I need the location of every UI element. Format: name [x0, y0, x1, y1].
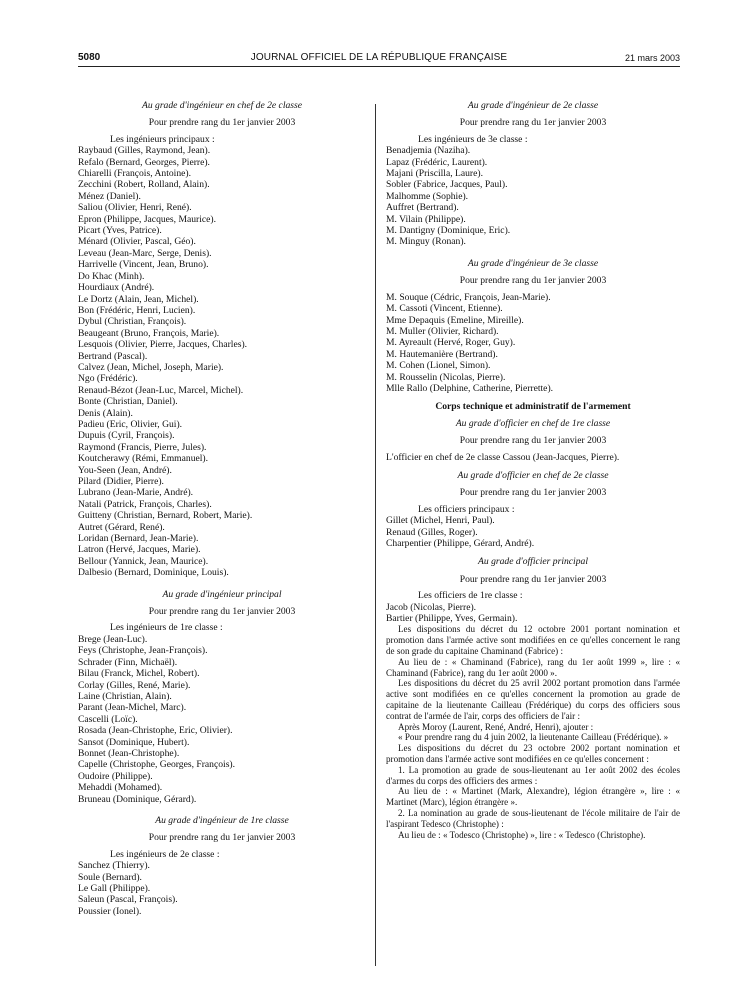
list-item: Benadjemia (Naziha).	[386, 145, 471, 157]
list-item: Lesquois (Olivier, Pierre, Jacques, Charles).	[78, 339, 248, 351]
amendment-paragraph: Les dispositions du décret du 25 avril 2002 portant promotion dans l'armée active sont modifiées en ce qu'elles concernent la promotion au grade de capitaine de la lieutenante Cailleau (Frédérique) du corps des officiers sous contrat de l'armée de l'air, corps des officiers de l'air :	[386, 678, 680, 721]
list-item: Mehaddi (Mohamed).	[78, 782, 163, 794]
list-item: Mlle Rallo (Delphine, Catherine, Pierrette).	[386, 382, 554, 394]
list-item: Malhomme (Sophie).	[386, 190, 469, 202]
list-item: Bartier (Philippe, Yves, Germain).	[386, 613, 518, 625]
list-item: Do Khac (Minh).	[78, 270, 145, 282]
list-item: Oudoire (Philippe).	[78, 770, 153, 782]
name-list	[78, 634, 366, 805]
list-item: M. Cohen (Lionel, Simon).	[386, 360, 491, 372]
list-item: Natali (Patrick, François, Charles).	[78, 498, 212, 510]
column-divider	[375, 104, 376, 966]
list-item: Dupuis (Cyril, François).	[78, 430, 175, 442]
list-item: M. Rousselin (Nicolas, Pierre).	[386, 371, 506, 383]
list-item: Chiarelli (François, Antoine).	[78, 168, 191, 180]
list-item: Denis (Alain).	[78, 407, 133, 419]
list-item: M. Vilain (Philippe).	[386, 213, 466, 225]
list-item: Bon (Frédéric, Henri, Lucien).	[78, 304, 196, 316]
left-column	[78, 100, 366, 917]
list-item: Soule (Bernard).	[78, 871, 142, 883]
officer-text: L'officier en chef de 2e classe Cassou (Jean-Jacques, Pierre).	[386, 451, 620, 463]
list-item: Bellour (Yannick, Jean, Maurice).	[78, 555, 209, 567]
rank-date: Pour prendre rang du 1er janvier 2003	[148, 117, 296, 129]
name-list	[386, 145, 680, 248]
list-item: Calvez (Jean, Michel, Joseph, Marie).	[78, 361, 224, 373]
name-list	[386, 292, 680, 395]
amendment-paragraph: 2. La nomination au grade de sous-lieutenant de l'école militaire de l'air de l'aspirant Tedesco (Christophe) :	[386, 807, 680, 829]
list-item: M. Hautemanière (Bertrand).	[386, 348, 498, 360]
list-item: M. Cassoti (Vincent, Etienne).	[386, 303, 503, 315]
list-item: Ménard (Olivier, Pascal, Géo).	[78, 236, 196, 248]
list-item: Renaud (Gilles, Roger).	[386, 526, 478, 538]
list-item: Guitteny (Christian, Bernard, Robert, Marie).	[78, 510, 253, 522]
list-item: Zecchini (Robert, Rolland, Alain).	[78, 179, 210, 191]
rank-date: Pour prendre rang du 1er janvier 2003	[459, 435, 607, 447]
rank-date: Pour prendre rang du 1er janvier 2003	[459, 275, 607, 287]
page-number: 5080	[78, 52, 101, 63]
amendment-paragraphs	[386, 624, 680, 840]
amendment-paragraph: Les dispositions du décret du 12 octobre 2001 portant nomination et promotion dans l'armée active sont modifiées en ce qu'elles concernent le rang de son grade du capitaine Chaminand (Fabrice) :	[386, 624, 680, 657]
list-item: Dalbesio (Bernard, Dominique, Louis).	[78, 567, 229, 579]
list-item: Le Gall (Philippe).	[78, 883, 151, 894]
section-heading: Au grade d'ingénieur principal	[162, 588, 282, 600]
list-item: Picart (Yves, Patrice).	[78, 225, 162, 237]
list-item: Renaud-Bézot (Jean-Luc, Marcel, Michel).	[78, 384, 244, 396]
list-item: M. Muller (Olivier, Richard).	[386, 325, 499, 337]
list-item: Parant (Jean-Michel, Marc).	[78, 702, 187, 714]
list-item: M. Dantigny (Dominique, Eric).	[386, 225, 511, 237]
rank-date: Pour prendre rang du 1er janvier 2003	[148, 606, 296, 618]
list-item: Leveau (Jean-Marc, Serge, Denis).	[78, 247, 212, 259]
list-item: Bonte (Christian, Daniel).	[78, 396, 178, 408]
header-rule	[78, 66, 680, 67]
list-item: Brege (Jean-Luc).	[78, 633, 148, 645]
section-heading: Au grade d'officier principal	[478, 556, 588, 568]
list-item: Sobler (Fabrice, Jacques, Paul).	[386, 179, 508, 191]
name-list	[78, 860, 366, 917]
section-heading: Au grade d'officier en chef de 2e classe	[457, 469, 609, 481]
section-heading: Au grade d'ingénieur de 1re classe	[155, 814, 289, 826]
subgroup-label: Les ingénieurs de 3e classe :	[418, 133, 528, 145]
list-item: Saleun (Pascal, François).	[78, 894, 178, 906]
list-item: You-Seen (Jean, André).	[78, 464, 172, 476]
amendment-paragraph: 1. La promotion au grade de sous-lieutenant au 1er août 2002 des écoles d'armes du corps des officiers des armes :	[386, 764, 680, 786]
list-item: Beaugeant (Bruno, François, Marie).	[78, 327, 220, 339]
subgroup-label: Les ingénieurs de 2e classe :	[110, 848, 220, 860]
journal-title: JOURNAL OFFICIEL DE LA RÉPUBLIQUE FRANÇAISE	[250, 52, 508, 63]
list-item: Epron (Philippe, Jacques, Maurice).	[78, 213, 217, 225]
list-item: Refalo (Bernard, Georges, Pierre).	[78, 156, 210, 168]
list-item: M. Souque (Cédric, François, Jean-Marie).	[386, 291, 551, 303]
section-heading: Au grade d'ingénieur en chef de 2e classe	[141, 100, 303, 111]
list-item: Charpentier (Philippe, Gérard, André).	[386, 538, 535, 549]
list-item: Padieu (Eric, Olivier, Gui).	[78, 418, 183, 430]
list-item: M. Minguy (Ronan).	[386, 236, 466, 248]
subgroup-label: Les ingénieurs de 1re classe :	[110, 622, 223, 634]
list-item: Majani (Priscilla, Laure).	[386, 168, 483, 180]
subgroup-label: Les ingénieurs principaux :	[110, 133, 215, 145]
list-item: Bonnet (Jean-Christophe).	[78, 747, 180, 759]
subgroup-label: Les officiers de 1re classe :	[418, 590, 523, 602]
list-item: M. Ayreault (Hervé, Roger, Guy).	[386, 337, 516, 349]
section-heading: Au grade d'ingénieur de 3e classe	[467, 257, 599, 269]
amendment-paragraph: Après Moroy (Laurent, René, André, Henri), ajouter :	[398, 721, 594, 732]
amendment-paragraph: « Pour prendre rang du 4 juin 2002, la lieutenante Cailleau (Frédérique). »	[398, 732, 669, 743]
list-item: Koutcherawy (Rémi, Emmanuel).	[78, 453, 209, 465]
list-item: Raymond (Francis, Pierre, Jules).	[78, 441, 207, 453]
list-item: Feys (Christophe, Jean-François).	[78, 645, 208, 657]
list-item: Hourdiaux (André).	[78, 282, 155, 294]
list-item: Mme Depaquis (Emeline, Mireille).	[386, 314, 524, 326]
list-item: Dybul (Christian, François).	[78, 316, 187, 328]
list-item: Poussier (Ionel).	[78, 905, 142, 917]
list-item: Ménez (Daniel).	[78, 190, 141, 202]
amendment-paragraph: Au lieu de : « Todesco (Christophe) », lire : « Tedesco (Christophe).	[398, 829, 646, 840]
list-item: Bilau (Franck, Michel, Robert).	[78, 668, 200, 680]
list-item: Capelle (Christophe, Georges, François).	[78, 759, 236, 771]
list-item: Sansot (Dominique, Hubert).	[78, 736, 190, 748]
amendment-paragraph: Les dispositions du décret du 23 octobre 2002 portant nomination et promotion dans l'armée active sont modifiées en ce qu'elles concernent :	[386, 743, 680, 764]
list-item: Jacob (Nicolas, Pierre).	[386, 601, 477, 613]
list-item: Gillet (Michel, Henri, Paul).	[386, 515, 495, 527]
rank-date: Pour prendre rang du 1er janvier 2003	[459, 573, 607, 585]
list-item: Sanchez (Thierry).	[78, 860, 150, 872]
amendment-paragraph: Au lieu de : « Chaminand (Fabrice), rang du 1er août 1999 », lire : « Chaminand (Fabrice), rang du 1er août 2000 ».	[386, 656, 680, 678]
list-item: Latron (Hervé, Jacques, Marie).	[78, 544, 201, 556]
rank-date: Pour prendre rang du 1er janvier 2003	[459, 487, 607, 499]
list-item: Autret (Gérard, René).	[78, 521, 165, 533]
section-heading: Au grade d'ingénieur de 2e classe	[467, 100, 599, 111]
list-item: Rosada (Jean-Christophe, Eric, Olivier).	[78, 725, 233, 737]
list-item: Lapaz (Frédéric, Laurent).	[386, 156, 488, 168]
corps-heading: Corps technique et administratif de l'armement	[435, 401, 631, 413]
issue-date: 21 mars 2003	[624, 53, 680, 63]
list-item: Le Dortz (Alain, Jean, Michel).	[78, 293, 199, 305]
rank-date: Pour prendre rang du 1er janvier 2003	[148, 832, 296, 844]
list-item: Bertrand (Pascal).	[78, 350, 148, 362]
list-item: Raybaud (Gilles, Raymond, Jean).	[78, 145, 211, 157]
list-item: Cascelli (Loïc).	[78, 713, 138, 725]
name-list	[386, 602, 680, 625]
name-list	[78, 145, 366, 578]
list-item: Schrader (Finn, Michaël).	[78, 656, 178, 668]
list-item: Pilard (Didier, Pierre).	[78, 476, 164, 487]
list-item: Loridan (Bernard, Jean-Marie).	[78, 533, 199, 545]
list-item: Laine (Christian, Alain).	[78, 690, 172, 702]
subgroup-label: Les officiers principaux :	[418, 503, 515, 515]
amendment-paragraph: Au lieu de : « Martinet (Mark, Alexandre), légion étrangère », lire : « Martinet (Marc), légion étrangère ».	[386, 786, 680, 808]
list-item: Ngo (Frédéric).	[78, 373, 138, 385]
list-item: Bruneau (Dominique, Gérard).	[78, 793, 197, 805]
rank-date: Pour prendre rang du 1er janvier 2003	[459, 117, 607, 129]
list-item: Harrivelle (Vincent, Jean, Bruno).	[78, 259, 209, 271]
list-item: Auffret (Bertrand).	[386, 202, 459, 214]
list-item: Saliou (Olivier, Henri, René).	[78, 202, 192, 214]
section-heading: Au grade d'officier en chef de 1re classe	[455, 417, 611, 429]
list-item: Corlay (Gilles, René, Marie).	[78, 679, 191, 691]
list-item: Lubrano (Jean-Marie, André).	[78, 487, 194, 499]
name-list	[386, 515, 680, 549]
right-column	[386, 100, 680, 840]
